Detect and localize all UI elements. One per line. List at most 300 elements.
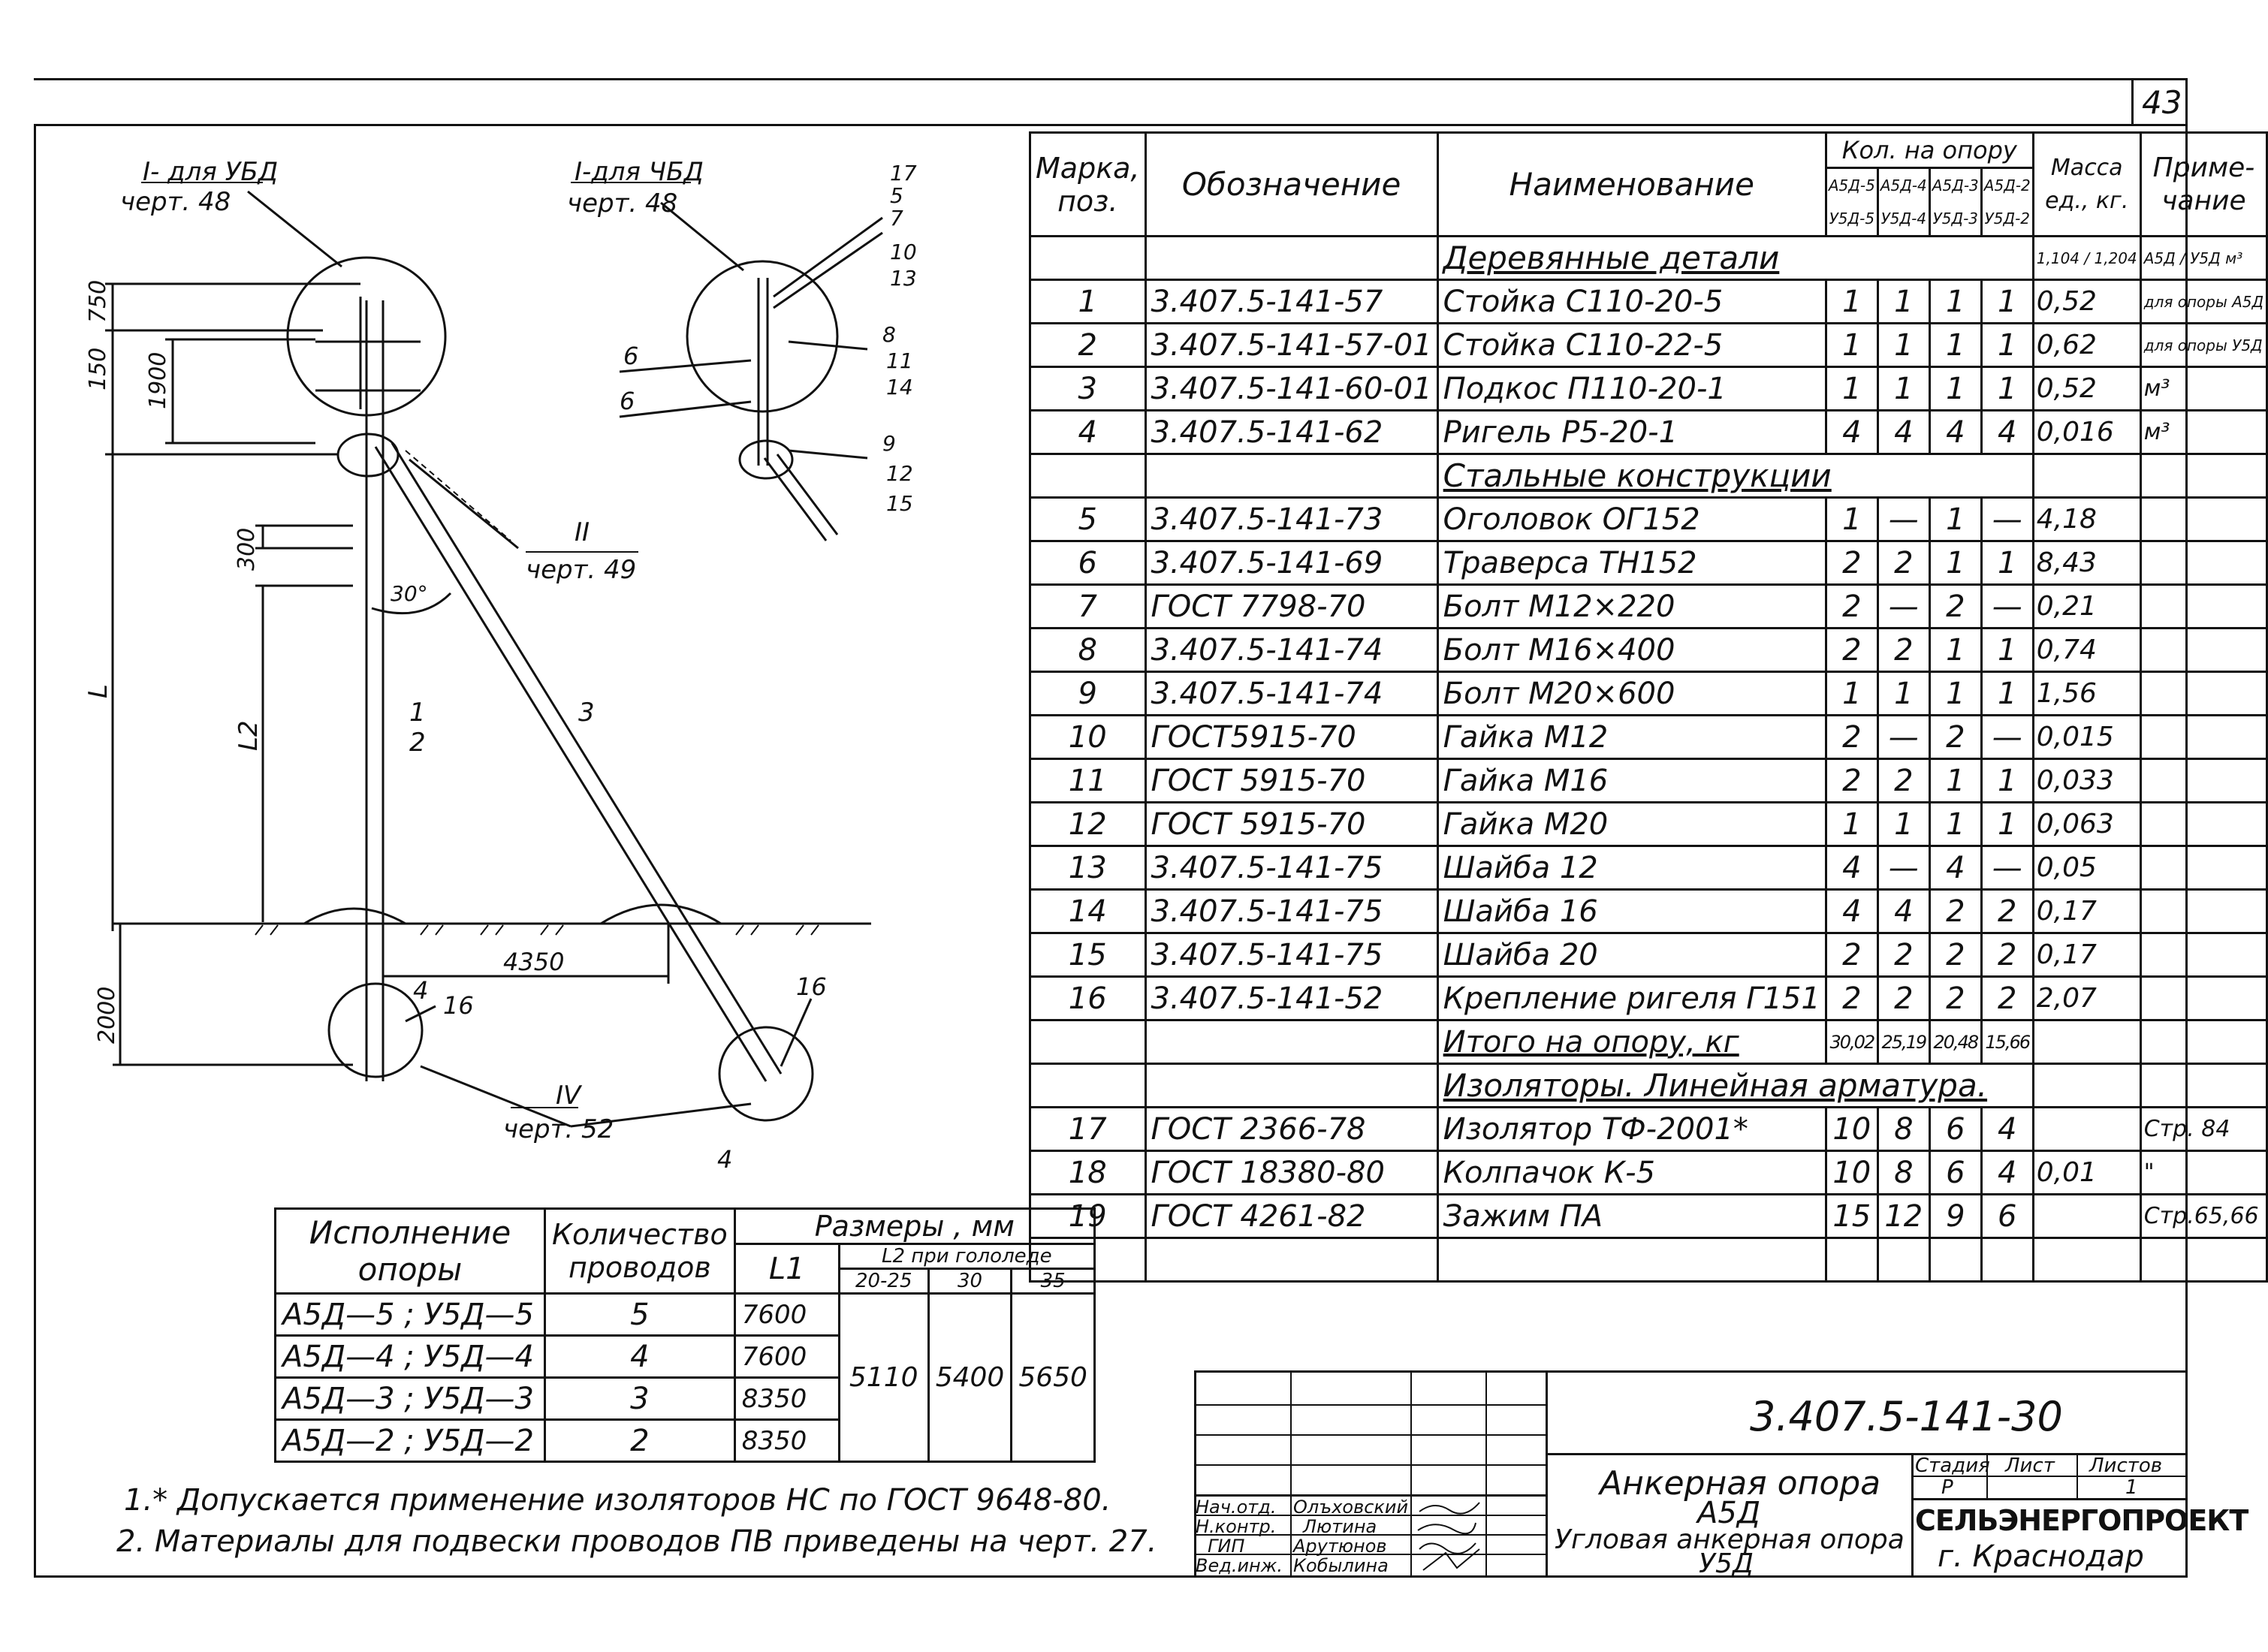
row-designation: 3.407.5-141-57 (1145, 280, 1437, 324)
sizes-header-dims: Размеры , мм (734, 1209, 1094, 1244)
row-qty: 4 (1826, 890, 1877, 933)
row-pos: 17 (1030, 1108, 1146, 1151)
table-row (1030, 759, 2267, 803)
detail-6b: 6 (620, 387, 635, 415)
row-name: Колпачок К-5 (1437, 1151, 1826, 1195)
row-note: " (2140, 1151, 2266, 1195)
row-qty: 1 (1826, 803, 1877, 846)
row-note: Стр.65,66 (2140, 1195, 2266, 1238)
sizes-L1: 7600 (734, 1294, 839, 1336)
row-qty: 2 (1981, 933, 2033, 977)
row-qty: 1 (1826, 280, 1877, 324)
detail-17: 17 (890, 161, 917, 185)
row-mass: 0,21 (2033, 585, 2140, 629)
row-name: Шайба 12 (1437, 846, 1826, 890)
row-note (2140, 498, 2266, 541)
row-mass: 0,015 (2033, 716, 2140, 759)
row-mass (2033, 1195, 2140, 1238)
row-qty: 1 (1981, 759, 2033, 803)
detail-13: 13 (890, 266, 917, 291)
row-qty: 1 (1929, 367, 1981, 411)
label-1: 1 (409, 698, 426, 728)
row-qty: 6 (1929, 1108, 1981, 1151)
row-mass: 0,033 (2033, 759, 2140, 803)
table-row (1030, 411, 2267, 454)
row-name: Болт М20×600 (1437, 672, 1826, 716)
table-row (1030, 1195, 2267, 1238)
angle-label: 30° (391, 581, 428, 606)
row-name: Гайка М20 (1437, 803, 1826, 846)
stamp-role-3: ГИП (1208, 1536, 1245, 1557)
row-qty: 2 (1877, 759, 1929, 803)
section-row-steel (1030, 454, 2267, 498)
row-name: Изолятор ТФ-2001* (1437, 1108, 1826, 1151)
stamp-name-2: Лютина (1303, 1516, 1377, 1537)
row-qty: — (1981, 498, 2033, 541)
row-qty: 2 (1826, 585, 1877, 629)
section-insul: Изоляторы. Линейная арматура. (1437, 1064, 2033, 1108)
detail-5: 5 (890, 183, 903, 208)
dim-L2: L2 (234, 720, 264, 751)
header-name: Наименование (1437, 133, 1826, 237)
row-qty: 15 (1826, 1195, 1877, 1238)
note-1: 1.* Допускается применение изоляторов НС по ГОСТ 9648-80. (124, 1483, 1111, 1518)
row-designation: 3.407.5-141-75 (1145, 846, 1437, 890)
stamp-role-1: Нач.отд. (1196, 1497, 1277, 1518)
table-row (1030, 803, 2267, 846)
row-designation: ГОСТ 18380-80 (1145, 1151, 1437, 1195)
section-row-wood (1030, 237, 2267, 280)
row-designation: ГОСТ 4261-82 (1145, 1195, 1437, 1238)
signatures (1412, 1497, 1485, 1575)
section-row-insul (1030, 1064, 2267, 1108)
row-qty: 2 (1826, 933, 1877, 977)
label-4-right: 4 (717, 1145, 733, 1174)
row-qty: 1 (1826, 498, 1877, 541)
stamp-title-2: А5Д (1697, 1496, 1761, 1530)
table-row (1030, 1151, 2267, 1195)
detail-14: 14 (886, 375, 913, 399)
row-qty: 2 (1826, 759, 1877, 803)
row-mass: 0,17 (2033, 933, 2140, 977)
row-pos: 8 (1030, 629, 1146, 672)
row-note: для опоры А5Д (2140, 280, 2266, 324)
pole-drawing (0, 0, 1029, 1201)
row-qty: 4 (1981, 411, 2033, 454)
dim-4350: 4350 (503, 948, 565, 976)
row-qty: 1 (1826, 367, 1877, 411)
row-qty: 1 (1981, 629, 2033, 672)
header-pos: Марка, поз. (1030, 133, 1146, 237)
row-qty: 1 (1826, 672, 1877, 716)
row-qty: — (1981, 585, 2033, 629)
row-qty: 4 (1877, 411, 1929, 454)
empty-row (1030, 1238, 2267, 1282)
row-name: Подкос П110-20-1 (1437, 367, 1826, 411)
sizes-wires: 5 (545, 1294, 735, 1336)
row-qty: 4 (1877, 890, 1929, 933)
callout-bottom-ref: черт. 52 (503, 1114, 614, 1144)
header-qty-col-3: А5Д-3 У5Д-3 (1929, 168, 1981, 237)
row-designation: ГОСТ 5915-70 (1145, 803, 1437, 846)
row-qty: 1 (1929, 541, 1981, 585)
row-pos: 4 (1030, 411, 1146, 454)
row-pos: 12 (1030, 803, 1146, 846)
row-note (2140, 716, 2266, 759)
detail-7: 7 (890, 206, 903, 231)
row-name: Стойка С110-20-5 (1437, 280, 1826, 324)
row-qty: 1 (1929, 280, 1981, 324)
callout-mid-title: II (575, 517, 590, 547)
table-row (1030, 672, 2267, 716)
row-note (2140, 629, 2266, 672)
row-note (2140, 541, 2266, 585)
row-note (2140, 672, 2266, 716)
sizes-L2-ice-2: 5400 (928, 1294, 1012, 1462)
callout-right-ref: черт. 48 (567, 188, 678, 219)
row-qty: 8 (1877, 1108, 1929, 1151)
stamp-city: г. Краснодар (1938, 1539, 2144, 1574)
callout-left-ref: черт. 48 (120, 187, 231, 217)
row-mass: 0,17 (2033, 890, 2140, 933)
stamp-code: 3.407.5-141-30 (1750, 1393, 2063, 1440)
total-qty: 30,02 (1826, 1020, 1877, 1064)
row-qty: 1 (1981, 367, 2033, 411)
row-designation: ГОСТ 5915-70 (1145, 759, 1437, 803)
section-wood: Деревянные детали (1437, 237, 2033, 280)
table-row (1030, 1108, 2267, 1151)
table-row (1030, 629, 2267, 672)
dim-300: 300 (234, 527, 260, 571)
stamp-org: СЕЛЬЭНЕРГОПРОЕКТ (1915, 1504, 2248, 1537)
sizes-ice-1: 20-25 (839, 1269, 928, 1294)
row-qty: 1 (1929, 324, 1981, 367)
sheet-number: 43 (2142, 84, 2182, 121)
header-mass: Масса ед., кг. (2033, 133, 2140, 237)
callout-bottom-title: IV (556, 1081, 581, 1111)
row-pos: 15 (1030, 933, 1146, 977)
row-qty: 1 (1929, 759, 1981, 803)
row-qty: 1 (1929, 498, 1981, 541)
section-wood-note: А5Д / У5Д м³ (2140, 237, 2266, 280)
table-row (1030, 846, 2267, 890)
row-qty: 1 (1877, 324, 1929, 367)
stamp-role-4: Вед.инж. (1196, 1555, 1283, 1576)
label-3: 3 (578, 698, 595, 728)
stamp-title-4: У5Д (1699, 1548, 1754, 1579)
note-2: 2. Материалы для подвески проводов ПВ приведены на черт. 27. (116, 1524, 1157, 1559)
row-qty: 2 (1826, 629, 1877, 672)
row-note: м³ (2140, 367, 2266, 411)
row-qty: — (1877, 585, 1929, 629)
row-qty: 1 (1929, 629, 1981, 672)
sizes-header-L1: L1 (734, 1244, 839, 1294)
row-qty: — (1877, 716, 1929, 759)
dim-L: L (83, 684, 113, 698)
stamp-name-3: Арутюнов (1293, 1536, 1387, 1557)
row-pos: 5 (1030, 498, 1146, 541)
row-name: Зажим ПА (1437, 1195, 1826, 1238)
label-4-left: 4 (413, 976, 429, 1005)
sizes-L1: 8350 (734, 1378, 839, 1420)
row-qty: 4 (1929, 411, 1981, 454)
row-pos: 3 (1030, 367, 1146, 411)
stamp-title-1: Анкерная опора (1600, 1464, 1881, 1503)
row-mass: 0,52 (2033, 280, 2140, 324)
row-note (2140, 803, 2266, 846)
row-qty: 2 (1929, 716, 1981, 759)
stamp-stage: Р (1941, 1476, 1953, 1499)
sizes-ice-3: 35 (1012, 1269, 1095, 1294)
row-pos: 16 (1030, 977, 1146, 1020)
row-qty: 2 (1929, 933, 1981, 977)
table-row (1030, 585, 2267, 629)
row-qty: 1 (1877, 672, 1929, 716)
header-qty: Кол. на опору (1826, 133, 2033, 168)
row-qty: — (1877, 846, 1929, 890)
row-qty: 1 (1981, 324, 2033, 367)
row-qty: 10 (1826, 1151, 1877, 1195)
table-row (1030, 716, 2267, 759)
row-name: Крепление ригеля Г151 (1437, 977, 1826, 1020)
detail-9: 9 (882, 431, 896, 456)
header-designation: Обозначение (1145, 133, 1437, 237)
row-qty: 10 (1826, 1108, 1877, 1151)
row-mass: 0,05 (2033, 846, 2140, 890)
stamp-title-3: Угловая анкерная опора (1555, 1524, 1905, 1555)
total-row (1030, 1020, 2267, 1064)
row-name: Гайка М12 (1437, 716, 1826, 759)
row-designation: 3.407.5-141-60-01 (1145, 367, 1437, 411)
row-qty: 6 (1929, 1151, 1981, 1195)
label-16-right: 16 (796, 972, 827, 1001)
row-name: Болт М12×220 (1437, 585, 1826, 629)
row-name: Оголовок ОГ152 (1437, 498, 1826, 541)
row-qty: 1 (1981, 803, 2033, 846)
row-designation: ГОСТ 7798-70 (1145, 585, 1437, 629)
callout-mid-ref: черт. 49 (526, 555, 637, 585)
row-qty: 2 (1929, 977, 1981, 1020)
row-qty: 4 (1981, 1108, 2033, 1151)
row-pos: 7 (1030, 585, 1146, 629)
sizes-header-exec: Исполнение опоры (276, 1209, 545, 1294)
row-qty: 4 (1981, 1151, 2033, 1195)
detail-10: 10 (890, 240, 917, 264)
row-qty: 2 (1826, 716, 1877, 759)
detail-15: 15 (886, 491, 913, 516)
label-16-left: 16 (443, 991, 474, 1020)
row-qty: 2 (1826, 541, 1877, 585)
row-qty: 1 (1929, 803, 1981, 846)
row-note (2140, 585, 2266, 629)
row-qty: 12 (1877, 1195, 1929, 1238)
total-qty: 20,48 (1929, 1020, 1981, 1064)
row-name: Траверса ТН152 (1437, 541, 1826, 585)
row-qty: 1 (1877, 280, 1929, 324)
sizes-ice-2: 30 (928, 1269, 1012, 1294)
row-qty: 2 (1981, 890, 2033, 933)
row-name: Болт М16×400 (1437, 629, 1826, 672)
row-qty: 1 (1981, 280, 2033, 324)
stamp-stage-label: Стадия (1915, 1455, 1990, 1477)
row-mass: 0,74 (2033, 629, 2140, 672)
table-row (1030, 498, 2267, 541)
row-qty: 1 (1877, 803, 1929, 846)
row-pos: 10 (1030, 716, 1146, 759)
row-designation: 3.407.5-141-75 (1145, 890, 1437, 933)
header-qty-col-4: А5Д-2 У5Д-2 (1981, 168, 2033, 237)
row-designation: ГОСТ 2366-78 (1145, 1108, 1437, 1151)
row-pos: 6 (1030, 541, 1146, 585)
row-pos: 18 (1030, 1151, 1146, 1195)
sizes-L1: 8350 (734, 1420, 839, 1462)
row-qty: 2 (1826, 977, 1877, 1020)
row-note (2140, 933, 2266, 977)
sizes-exec: А5Д—3 ; У5Д—3 (276, 1378, 545, 1420)
row-qty: 2 (1877, 977, 1929, 1020)
row-qty: 1 (1929, 672, 1981, 716)
row-qty: 4 (1826, 846, 1877, 890)
dim-750: 750 (85, 279, 111, 323)
section-steel: Стальные конструкции (1437, 454, 2033, 498)
row-qty: 2 (1877, 541, 1929, 585)
row-designation: 3.407.5-141-74 (1145, 629, 1437, 672)
row-name: Стойка С110-22-5 (1437, 324, 1826, 367)
sizes-L2-ice-1: 5110 (839, 1294, 928, 1462)
row-mass: 2,07 (2033, 977, 2140, 1020)
sizes-header-wires: Количество проводов (545, 1209, 735, 1294)
row-note (2140, 759, 2266, 803)
steel-rows (1030, 498, 2267, 1020)
row-qty: 9 (1929, 1195, 1981, 1238)
callout-left-title: I- для УБД (143, 157, 279, 187)
table-row (1030, 977, 2267, 1020)
row-qty: — (1981, 716, 2033, 759)
detail-6a: 6 (623, 342, 639, 370)
table-row (1030, 541, 2267, 585)
row-note: м³ (2140, 411, 2266, 454)
row-pos: 11 (1030, 759, 1146, 803)
row-note (2140, 890, 2266, 933)
row-pos: 1 (1030, 280, 1146, 324)
sizes-exec: А5Д—2 ; У5Д—2 (276, 1420, 545, 1462)
stamp-role-2: Н.контр. (1196, 1516, 1277, 1537)
detail-8: 8 (882, 322, 896, 347)
callout-right-title: I-для ЧБД (575, 157, 704, 187)
row-note (2140, 977, 2266, 1020)
dim-1900: 1900 (145, 351, 171, 409)
insul-rows (1030, 1108, 2267, 1238)
sizes-wires: 3 (545, 1378, 735, 1420)
sizes-L1: 7600 (734, 1336, 839, 1378)
row-qty: 4 (1826, 411, 1877, 454)
row-mass: 8,43 (2033, 541, 2140, 585)
header-qty-col-2: А5Д-4 У5Д-4 (1877, 168, 1929, 237)
header-note: Приме-чание (2140, 133, 2266, 237)
row-mass: 0,52 (2033, 367, 2140, 411)
table-row (1030, 890, 2267, 933)
table-row (1030, 280, 2267, 324)
sizes-exec: А5Д—5 ; У5Д—5 (276, 1294, 545, 1336)
table-row (1030, 367, 2267, 411)
row-mass: 4,18 (2033, 498, 2140, 541)
row-note (2140, 846, 2266, 890)
total-label: Итого на опору, кг (1437, 1020, 1826, 1064)
row-qty: 4 (1929, 846, 1981, 890)
row-designation: ГОСТ5915-70 (1145, 716, 1437, 759)
row-name: Гайка М16 (1437, 759, 1826, 803)
table-row (1030, 933, 2267, 977)
stamp-name-1: Олъховский (1293, 1497, 1409, 1518)
stamp-name-4: Кобылина (1293, 1555, 1389, 1576)
row-pos: 2 (1030, 324, 1146, 367)
row-note: для опоры У5Д (2140, 324, 2266, 367)
row-qty: 2 (1929, 890, 1981, 933)
sizes-wires: 2 (545, 1420, 735, 1462)
row-designation: 3.407.5-141-74 (1145, 672, 1437, 716)
header-qty-col-1: А5Д-5 У5Д-5 (1826, 168, 1877, 237)
row-qty: 2 (1929, 585, 1981, 629)
row-name: Шайба 16 (1437, 890, 1826, 933)
stamp-sheets-label: Листов (2089, 1455, 2163, 1477)
row-qty: 8 (1877, 1151, 1929, 1195)
detail-11: 11 (886, 348, 913, 373)
row-qty: 6 (1981, 1195, 2033, 1238)
row-designation: 3.407.5-141-57-01 (1145, 324, 1437, 367)
row-mass (2033, 1108, 2140, 1151)
row-qty: 2 (1877, 933, 1929, 977)
dim-150: 150 (85, 347, 111, 390)
sizes-L2-ice-3: 5650 (1012, 1294, 1095, 1462)
total-qty: 25,19 (1877, 1020, 1929, 1064)
row-qty: — (1877, 498, 1929, 541)
row-qty: 1 (1981, 541, 2033, 585)
row-mass: 0,62 (2033, 324, 2140, 367)
row-designation: 3.407.5-141-52 (1145, 977, 1437, 1020)
section-wood-mass: 1,104 / 1,204 (2033, 237, 2140, 280)
row-pos: 9 (1030, 672, 1146, 716)
specification-table (1029, 131, 2268, 1283)
row-designation: 3.407.5-141-73 (1145, 498, 1437, 541)
sizes-header-L2: L2 при гололеде (839, 1244, 1094, 1269)
row-pos: 14 (1030, 890, 1146, 933)
row-qty: — (1981, 846, 2033, 890)
table-row (1030, 324, 2267, 367)
sizes-table (274, 1207, 1096, 1463)
row-designation: 3.407.5-141-69 (1145, 541, 1437, 585)
total-qty: 15,66 (1981, 1020, 2033, 1064)
sizes-wires: 4 (545, 1336, 735, 1378)
row-mass: 0,063 (2033, 803, 2140, 846)
row-name: Ригель Р5-20-1 (1437, 411, 1826, 454)
row-name: Шайба 20 (1437, 933, 1826, 977)
label-2: 2 (409, 728, 426, 758)
row-pos: 19 (1030, 1195, 1146, 1238)
row-mass: 0,01 (2033, 1151, 2140, 1195)
row-pos: 13 (1030, 846, 1146, 890)
stamp-sheets: 1 (2125, 1476, 2138, 1499)
row-qty: 2 (1877, 629, 1929, 672)
stamp-sheet-label: Лист (2005, 1455, 2055, 1477)
row-qty: 2 (1981, 977, 2033, 1020)
detail-12: 12 (886, 461, 913, 486)
row-designation: 3.407.5-141-62 (1145, 411, 1437, 454)
dim-2000: 2000 (94, 986, 120, 1044)
row-qty: 1 (1981, 672, 2033, 716)
row-qty: 1 (1877, 367, 1929, 411)
row-mass: 1,56 (2033, 672, 2140, 716)
sizes-exec: А5Д—4 ; У5Д—4 (276, 1336, 545, 1378)
